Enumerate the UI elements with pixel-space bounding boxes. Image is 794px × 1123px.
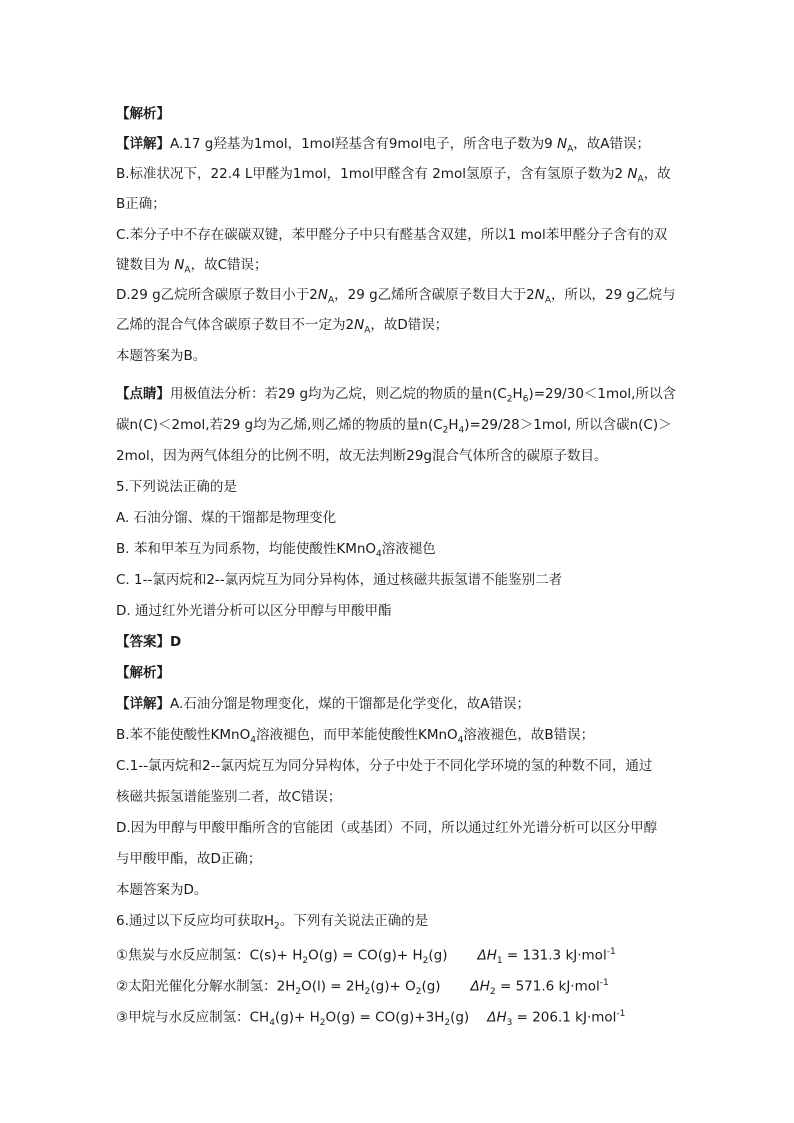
key-point-tag: 【点睛】 (116, 386, 170, 402)
avogadro-symbol: N (556, 136, 568, 152)
q5-explanation-d-cont: 与甲酸甲酯，故D正确； (116, 851, 262, 867)
q5-option-c: C. 1--氯丙烷和2--氯丙烷互为同分异构体，通过核磁共振氢谱不能鉴别二者 (116, 572, 563, 588)
key-point-line-1: 【点睛】用极值法分析：若29 g均为乙烷，则乙烷的物质的量$n(C_2H_6)=29/30<1mol$,所以含 (116, 386, 676, 405)
q4-option-b-explanation: B.标准状况下，22.4 L甲醛为1mol，1mol甲醛含有 2mol氢原子，含有氢原子数为2 $N_A$，故 (116, 166, 671, 185)
q5-explanation-c: C.1--氯丙烷和2--氯丙烷互为同分异构体，分子中处于不同化学环境的氢的种数不同，通过 (116, 758, 653, 774)
q6-reaction-1: ①焦炭与水反应制氢：$C(s)+ H_2O(g) = CO(g)+ H_2(g) \Delta H_1 = 131.3$ kJ·mol$^{-1}$ (116, 947, 616, 967)
q5-option-b: B. 苯和甲苯互为同系物，均能使酸性KMnO$_4$溶液褪色 (116, 541, 436, 560)
q5-explanation-a: 【详解】A.石油分馏是物理变化，煤的干馏都是化学变化，故A错误； (116, 696, 531, 712)
key-point-line-2: 碳n(C)＜2mol,若29 g均为乙烯,则乙烯的物质的量$n(C_2H_4)=29/28>1mol$, 所以含碳n(C)＞ (116, 417, 672, 436)
q4-option-b-explanation-cont: B正确； (116, 196, 166, 212)
q4-answer-statement: 本题答案为B。 (116, 348, 207, 364)
q4-option-d-explanation-cont: 乙烯的混合气体含碳原子数目不一定为$2N_A$，故D错误； (116, 317, 449, 336)
q5-answer: 【答案】D (116, 634, 182, 650)
q4-option-c-explanation: C.苯分子中不存在碳碳双键，苯甲醛分子中只有醛基含双建，所以1 mol苯甲醛分子含有的双 (116, 227, 668, 243)
q5-explanation-d: D.因为甲醇与甲酸甲酯所含的官能团（或基团）不同，所以通过红外光谱分析可以区分甲醇 (116, 820, 658, 836)
detail-tag: 【详解】 (116, 136, 170, 152)
q5-stem: 5.下列说法正确的是 (116, 479, 237, 495)
q6-stem: 6.通过以下反应均可获取$H_2$。下列有关说法正确的是 (116, 913, 429, 932)
q4-option-d-explanation: D.29 g乙烷所含碳原子数目小于$2N_A$，29 g乙烯所含碳原子数目大于$2N_A$，所以，29 g乙烷与 (116, 287, 676, 306)
q6-reaction-3: ③甲烷与水反应制氢：$CH_4(g)+ H_2O(g) = CO(g)+3H_2(g) \Delta H_3 = 206.1$ kJ·mol$^{-1}$ (116, 1009, 626, 1029)
analysis-heading: 【解析】 (116, 106, 170, 122)
q4-option-c-explanation-cont: 键数目为 $N_A$，故C错误； (116, 257, 268, 276)
q4-option-a-explanation: 【详解】A.17 g羟基为1mol，1mol羟基含有9mol电子，所含电子数为9 $N_A$，故A错误； (116, 136, 650, 155)
q5-option-a: A. 石油分馏、煤的干馏都是物理变化 (116, 510, 337, 526)
q5-option-d: D. 通过红外光谱分析可以区分甲醇与甲酸甲酯 (116, 603, 392, 619)
q5-answer-statement: 本题答案为D。 (116, 882, 208, 898)
q5-explanation-b: B.苯不能使酸性KMnO$_4$溶液褪色，而甲苯能使酸性KMnO$_4$溶液褪色，故B错误； (116, 727, 595, 746)
q6-reaction-2: ②太阳光催化分解水制氢：$2H_2O(l) = 2H_2(g)+ O_2(g) \Delta H_2 = 571.6$ kJ·mol$^{-1}$ (116, 978, 609, 998)
q5-analysis-heading: 【解析】 (116, 665, 170, 681)
key-point-line-3: 2mol，因为两气体组分的比例不明，故无法判断29g混合气体所含的碳原子数目。 (116, 448, 608, 464)
q5-explanation-c-cont: 核磁共振氢谱能鉴别二者，故C错误； (116, 789, 342, 805)
enthalpy-symbol: ΔH (477, 947, 497, 964)
